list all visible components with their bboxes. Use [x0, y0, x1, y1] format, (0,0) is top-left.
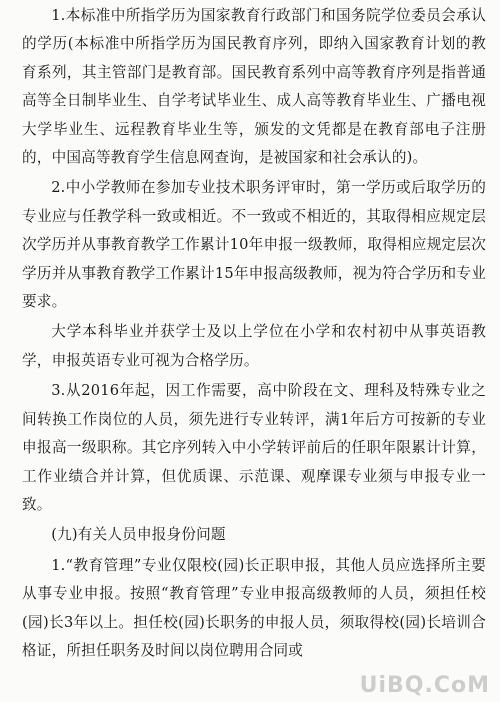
watermark-logo: UiBQ.CoM — [359, 672, 490, 698]
section-heading-identity: (九)有关人员申报身份问题 — [51, 526, 226, 544]
paragraph-3-transfer-review: 3.从2016年起，因工作需要，高中阶段在文、理科及特殊专业之间转换工作岗位的人员，须先进行专业转评，满1年后方可按新的专业申报高一级职称。其它序列转入中小学转评前后的任职年限累计计算，工作业绩合并计算，但优质课、示范课、观摩课专业须与申报专业一致。 — [22, 382, 486, 513]
paragraph-2-teacher-qualification: 2.中小学教师在参加专业技术职务评审时，第一学历或后取学历的专业应与任教学科一致或相近。不一致或不相近的，其取得相应规定层次学历并从事教育教学工作累计10年申报一级教师，取得相应规定层次学历并从事教育教学工作累计15年申报高级教师，视为符合学历和专业要求。 — [22, 179, 486, 311]
paragraph-education-management: 1.“教育管理”专业仅限校(园)长正职申报，其他人员应选择所主要从事专业申报。按照“教育管理”专业申报高级教师的人员，须担任校(园)长3年以上。担任校(园)长职务的申报人员，须取得校(园)长培训合格证，所担任职务及时间以岗位聘用合同或 — [22, 556, 486, 659]
paragraph-english-teaching: 大学本科毕业并获学士及以上学位在小学和农村初中从事英语教学，申报英语专业可视为合格学历。 — [22, 323, 486, 369]
paragraph-1-education-definition: 1.本标准中所指学历为国家教育行政部门和国务院学位委员会承认的学历(本标准中所指学历为国民教育序列，即纳入国家教育计划的教育系列，其主管部门是教育部。国民教育系列中高等教育序列是指普通高等全日制毕业生、自学考试毕业生、成人高等教育毕业生、广播电视大学毕业生、远程教育毕业生等，颁发的文凭都是在教育部电子注册的，中国高等教育学生信息网查询，是被国家和社会承认的)。 — [22, 7, 486, 167]
